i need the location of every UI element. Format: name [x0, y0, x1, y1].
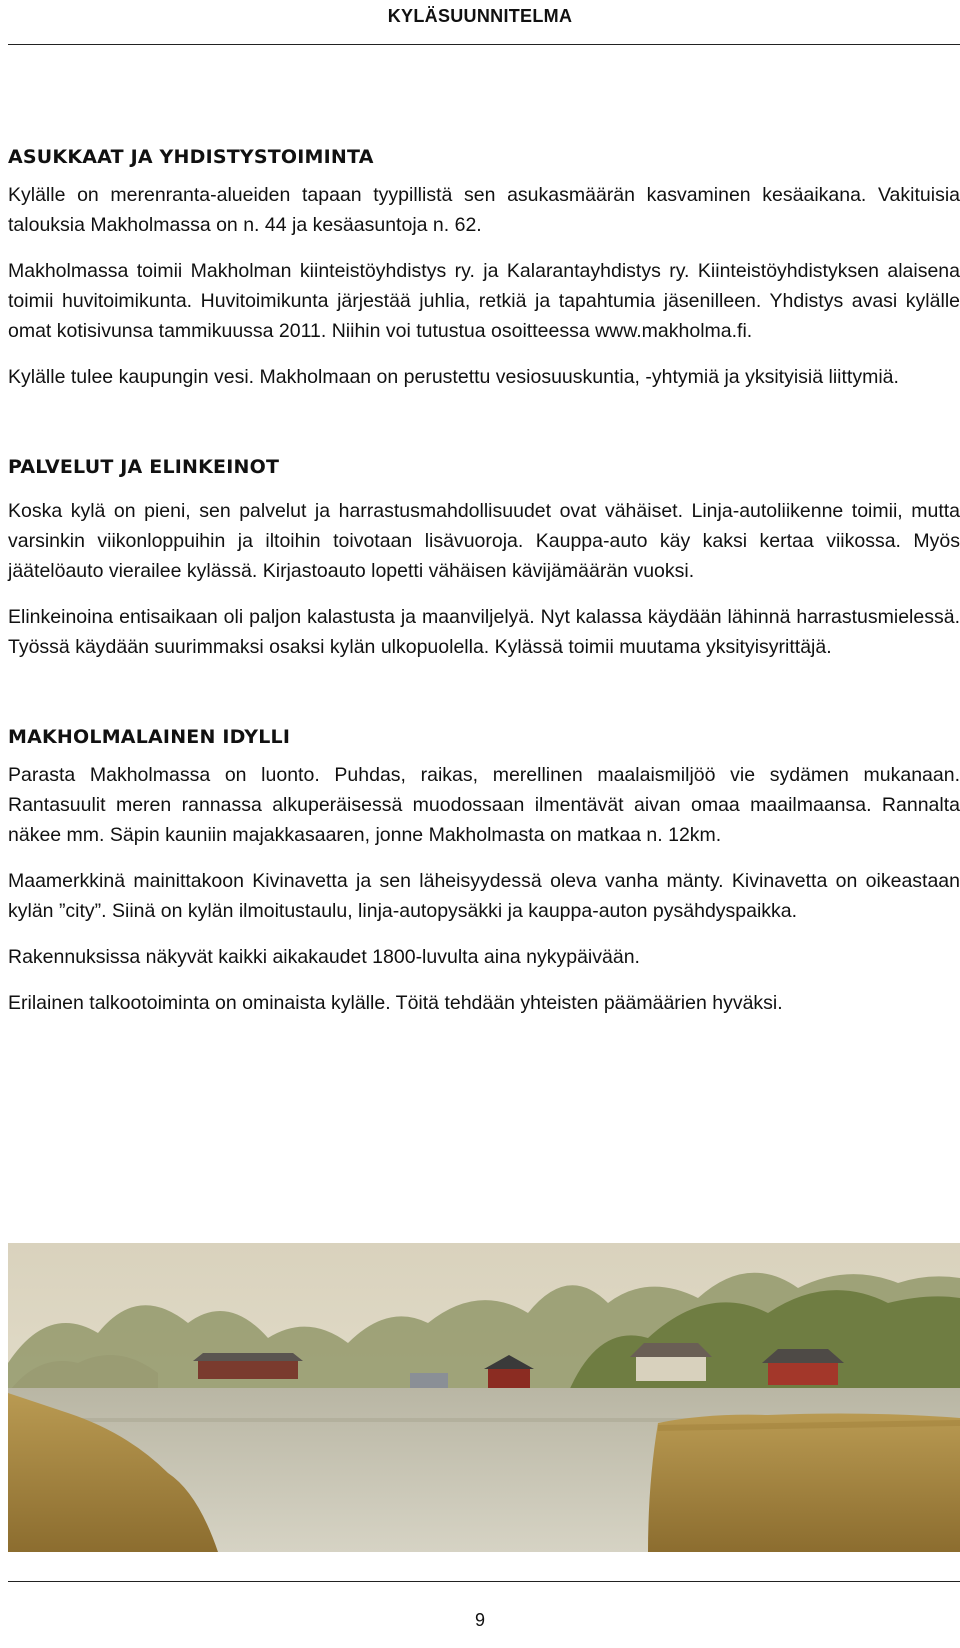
paragraph: Erilainen talkootoiminta on ominaista kylälle. Töitä tehdään yhteisten päämäärien hyväksi.	[8, 992, 783, 1014]
paragraph: Kylälle on merenranta-alueiden tapaan tyypillistä sen asukasmäärän kasvaminen kesäaikana. Vakituisia talouksia Makholmassa on n. 44 ja kesäasuntoja n. 62.	[8, 184, 960, 236]
section-idyll	[8, 726, 960, 1018]
section-heading: PALVELUT JA ELINKEINOT	[8, 456, 280, 478]
paragraph: Elinkeinoina entisaikaan oli paljon kalastusta ja maanviljelyä. Nyt kalassa käydään lähinnä harrastusmielessä. Työssä käydään suurimmaksi osaksi kylän ulkopuolella. Kylässä toimii muutama yksityisyrittäjä.	[8, 606, 960, 658]
paragraph: Rakennuksissa näkyvät kaikki aikakaudet 1800-luvulta aina nykypäivään.	[8, 946, 640, 968]
section-heading: ASUKKAAT JA YHDISTYSTOIMINTA	[8, 146, 374, 168]
paragraph: Makholmassa toimii Makholman kiinteistöyhdistys ry. ja Kalarantayhdistys ry. Kiinteistöyhdistyksen alaisena toimii huvitoimikunta. Huvitoimikunta järjestää juhlia, retkiä ja tapahtumia jäsenilleen. Yhdistys avasi kylälle omat kotisivunsa tammikuussa 2011. Niihin voi tutustua osoitteessa www.makholma.fi.	[8, 260, 960, 342]
village-shore-photo	[8, 1243, 960, 1552]
paragraph: Koska kylä on pieni, sen palvelut ja harrastusmahdollisuudet ovat vähäiset. Linja-autoliikenne toimii, mutta varsinkin viikonloppuihin ja iltoihin toivotaan lisävuoroja. Kauppa-auto käy kaksi kertaa viikossa. Myös jäätelöauto vierailee kylässä. Kirjastoauto lopetti vähäisen kävijämäärän vuoksi.	[8, 500, 960, 582]
running-header: KYLÄSUUNNITELMA	[387, 6, 573, 26]
document-body	[8, 146, 960, 1034]
header-rule	[8, 44, 960, 45]
paragraph: Kylälle tulee kaupungin vesi. Makholmaan on perustettu vesiosuuskuntia, -yhtymiä ja yksityisiä liittymiä.	[8, 366, 899, 388]
paragraph: Parasta Makholmassa on luonto. Puhdas, raikas, merellinen maalaismiljöö vie sydämen mukanaan. Rantasuulit meren rannassa alkuperäisessä muodossaan ilmentävät aivan omaa maailmaansa. Rannalta näkee mm. Säpin kauniin majakkasaaren, jonne Makholmasta on matkaa n. 12km.	[8, 764, 960, 846]
paragraph: Maamerkkinä mainittakoon Kivinavetta ja sen läheisyydessä oleva vanha mänty. Kivinavetta on oikeastaan kylän ”city”. Siinä on kylän ilmoitustaulu, linja-autopysäkki ja kauppa-auton pysähdyspaikka.	[8, 870, 960, 922]
page-number: 9	[474, 1610, 485, 1630]
footer-rule	[8, 1581, 960, 1582]
section-heading: MAKHOLMALAINEN IDYLLI	[8, 726, 291, 748]
section-residents	[8, 146, 960, 392]
section-services	[8, 456, 960, 662]
